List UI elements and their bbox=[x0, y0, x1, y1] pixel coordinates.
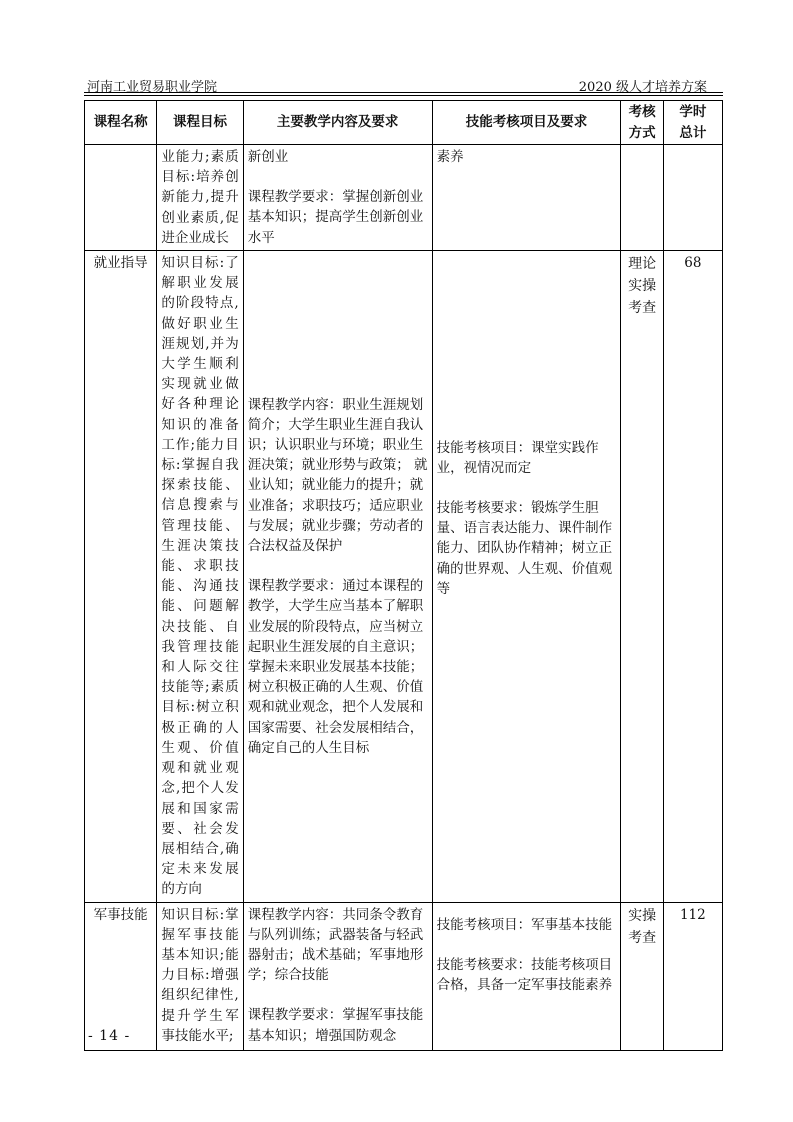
course-name-cell: 就业指导 bbox=[85, 251, 157, 903]
col-header-total-hours bbox=[663, 101, 722, 145]
col-header-hours-line2: 总计 bbox=[679, 124, 707, 141]
course-goal-cell: 知识目标:了解职业发展的阶段特点,做好职业生涯规划,并为大学生顺利实现就业做好各种理论知识的准备工作;能力目标:掌握自我探索技能、信息搜索与管理技能、生涯决策技能、求职技能、沟通技能、问题解决技能、自我管理技能和人际交往技能等;素质目标:树立积极正确的人生观、价值观和就业观念,把个人发展和国家需要、社会发展相结合,确定未来发展的方向 bbox=[157, 251, 243, 903]
col-header-course-name: 课程名称 bbox=[85, 101, 157, 145]
content-text: 课程教学内容：职业生涯规划简介；大学生职业生涯自我认识；认识职业与环境；职业生涯决策；就业形势与政策； 就业认知；就业能力的提升；就业准备；求职技巧；适应职业与发展；就业步骤；劳动者的合法权益及保护 bbox=[247, 396, 428, 554]
table-header-row bbox=[85, 101, 723, 145]
course-name-cell: 军事技能 bbox=[85, 902, 157, 1050]
mode-line3: 考查 bbox=[628, 300, 657, 317]
course-content-cell bbox=[243, 251, 432, 903]
col-header-mode-line2: 方式 bbox=[628, 124, 656, 141]
course-goal-cell: 知识目标:掌握军事技能基本知识;能力目标:增强组织纪律性,提升学生军事技能水平; bbox=[157, 902, 243, 1050]
content-requirements: 课程教学要求：掌握军事技能基本知识；增强国防观念 bbox=[247, 1007, 424, 1044]
course-goal-cell: 业能力;素质目标:培养创新能力,提升创业素质,促进企业成长 bbox=[157, 145, 243, 251]
skill-requirements: 技能考核要求：技能考核项目合格，具备一定军事技能素养 bbox=[436, 956, 613, 993]
content-requirements: 课程教学要求：掌握创新创业基本知识；提高学生创新创业水平 bbox=[247, 189, 424, 246]
assessment-mode-cell bbox=[621, 251, 663, 903]
skill-item-text: 技能考核项目：课堂实践作业，视情况而定 bbox=[436, 439, 599, 476]
mode-line1: 实操 bbox=[628, 907, 657, 924]
content-requirements: 课程教学要求：通过本课程的教学，大学生应当基本了解职业发展的阶段特点，应当树立起职业生涯发展的自主意识；掌握未来职业发展基本技能；树立积极正确的人生观、价值观和就业观念，把个人发展和国家需要、社会发展相结合，确定自己的人生目标 bbox=[247, 578, 424, 756]
page-number: - 14 - bbox=[88, 1028, 131, 1044]
skill-assessment-cell bbox=[432, 251, 621, 903]
content-text: 课程教学内容：共同条令教育与队列训练；武器装备与轻武器射击；战术基础；军事地形学；综合技能 bbox=[247, 906, 424, 984]
skill-requirements: 技能考核要求：锻炼学生胆量、语言表达能力、课件制作能力、团队协作精神；树立正确的世界观、人生观、价值观等 bbox=[436, 499, 613, 597]
content-text: 新创业 bbox=[247, 149, 289, 165]
col-header-skill-assessment: 技能考核项目及要求 bbox=[432, 101, 621, 145]
course-table bbox=[84, 100, 723, 1051]
header-rule-thin bbox=[84, 92, 723, 93]
assessment-mode-cell bbox=[621, 145, 663, 251]
table-row bbox=[85, 251, 723, 903]
total-hours-cell: 112 bbox=[663, 902, 722, 1050]
course-content-cell bbox=[243, 145, 432, 251]
col-header-content: 主要教学内容及要求 bbox=[243, 101, 432, 145]
skill-assessment-cell bbox=[432, 145, 621, 251]
course-name-cell bbox=[85, 145, 157, 251]
header-school-name: 河南工业贸易职业学院 bbox=[87, 80, 218, 95]
mode-line1: 理论 bbox=[628, 256, 657, 273]
skill-item-text: 技能考核项目：军事基本技能 bbox=[436, 916, 613, 933]
table-row bbox=[85, 145, 723, 251]
skill-text: 素养 bbox=[436, 149, 464, 165]
col-header-hours-line1: 学时 bbox=[679, 104, 707, 121]
col-header-mode-line1: 考核 bbox=[628, 104, 656, 121]
col-header-course-goal: 课程目标 bbox=[157, 101, 243, 145]
col-header-assessment-mode bbox=[621, 101, 663, 145]
assessment-mode-cell bbox=[621, 902, 663, 1050]
table-row bbox=[85, 902, 723, 1050]
total-hours-cell: 68 bbox=[663, 251, 722, 903]
header-plan-title: 2020 级人才培养方案 bbox=[578, 80, 707, 95]
mode-line2: 实操 bbox=[628, 278, 657, 295]
header-rule-thick bbox=[84, 95, 723, 96]
total-hours-cell bbox=[663, 145, 722, 251]
mode-line2: 考查 bbox=[628, 929, 657, 946]
skill-assessment-cell bbox=[432, 902, 621, 1050]
course-content-cell bbox=[243, 902, 432, 1050]
